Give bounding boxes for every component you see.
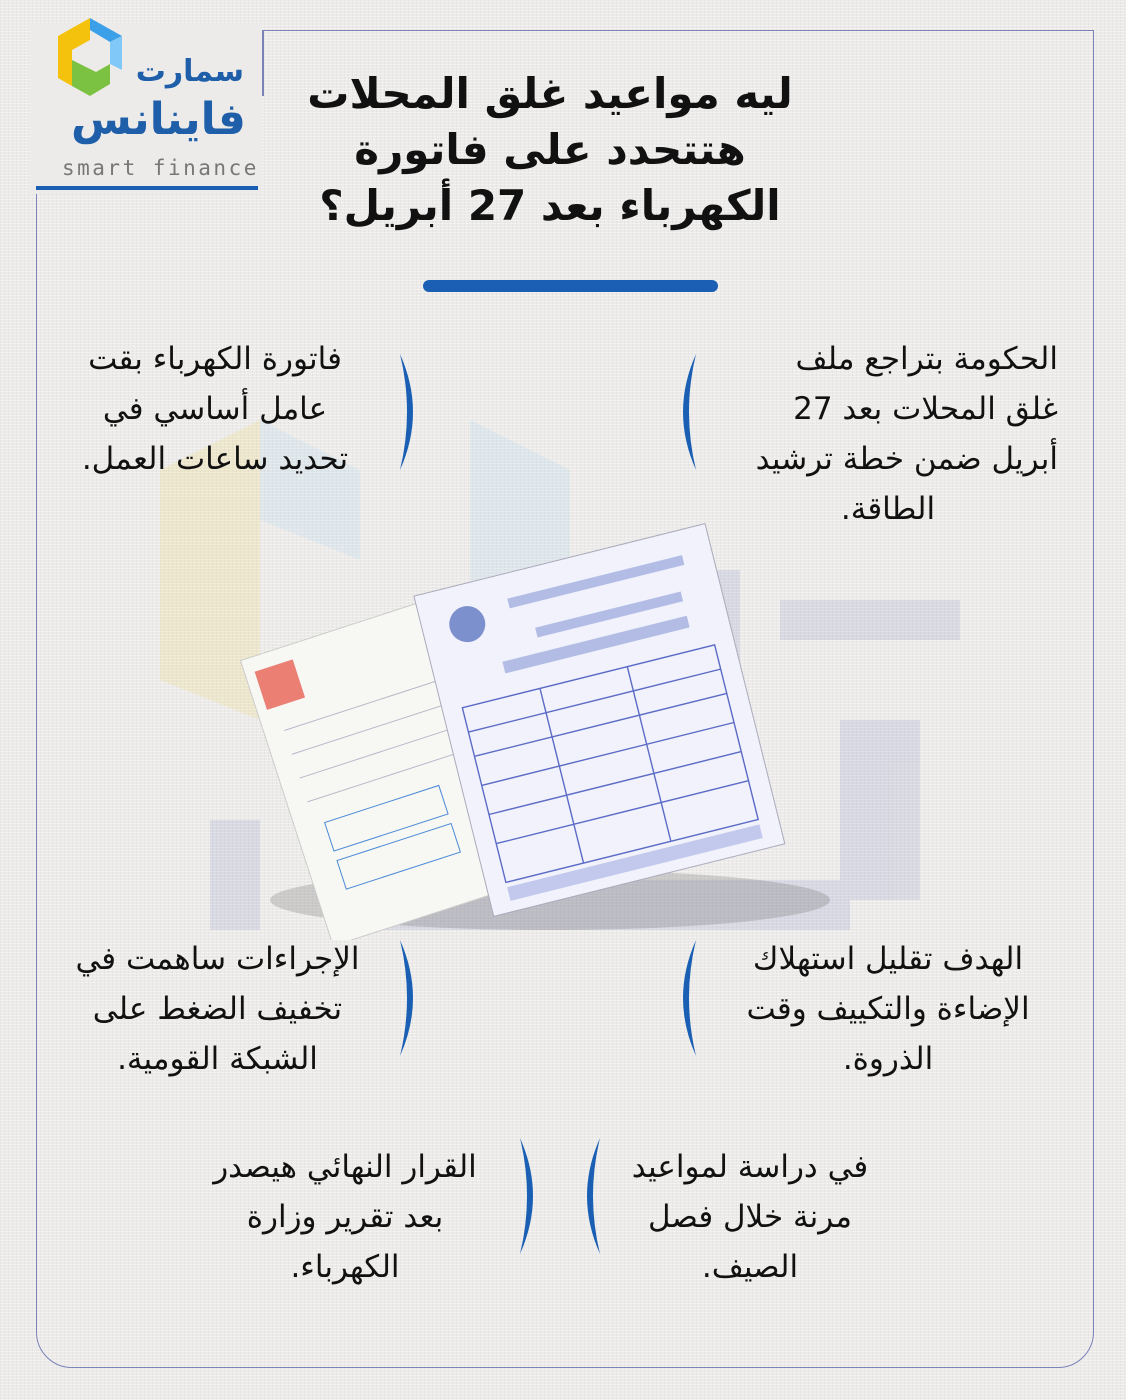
point-1-line-2: غلق المحلات بعد 27 [793, 391, 1058, 427]
point-2 [60, 334, 370, 484]
logo-english: smart finance [62, 156, 259, 180]
electricity-bill-icon [220, 520, 840, 940]
bracket-4-icon [398, 938, 428, 1058]
title-line-1: ليه مواعيد غلق المحلات [307, 69, 793, 118]
bracket-5-icon [572, 1136, 602, 1256]
point-4-line-1: الإجراءات ساهمت في [75, 941, 360, 977]
point-5-line-1: في دراسة لمواعيد [631, 1149, 869, 1185]
point-3 [718, 934, 1058, 1084]
point-6-line-1: القرار النهائي هيصدر [213, 1149, 477, 1185]
point-5 [600, 1142, 900, 1292]
point-4-line-3: الشبكة القومية. [117, 1041, 318, 1077]
logo-underline [36, 186, 258, 190]
point-3-line-3: الذروة. [842, 1041, 934, 1077]
page-title [250, 66, 850, 234]
point-2-line-2: عامل أساسي في [102, 391, 328, 427]
point-1-line-4: الطاقة. [840, 491, 936, 527]
title-underline-bar [423, 280, 718, 292]
bracket-3-icon [668, 938, 698, 1058]
bracket-6-icon [518, 1136, 548, 1256]
title-line-3: الكهرباء بعد 27 أبريل؟ [319, 181, 781, 230]
logo-arabic-finance: فاينانس [70, 94, 246, 145]
point-1-line-1: الحكومة بتراجع ملف [795, 341, 1058, 377]
point-3-line-1: الهدف تقليل استهلاك [752, 941, 1024, 977]
point-4-line-2: تخفيف الضغط على [92, 991, 343, 1027]
point-6-line-3: الكهرباء. [290, 1249, 400, 1285]
point-1 [718, 334, 1058, 534]
brand-logo [50, 10, 260, 185]
point-5-line-3: الصيف. [701, 1249, 799, 1285]
point-6 [180, 1142, 510, 1292]
title-line-2: هتتحدد على فاتورة [354, 125, 746, 174]
point-6-line-2: بعد تقرير وزارة [246, 1199, 444, 1235]
point-1-line-3: أبريل ضمن خطة ترشيد [755, 441, 1058, 477]
bracket-1-icon [668, 352, 698, 472]
point-5-line-2: مرنة خلال فصل [647, 1199, 853, 1235]
logo-arabic-smart: سمارت [135, 54, 244, 89]
point-2-line-3: تحديد ساعات العمل. [81, 441, 349, 477]
bracket-2-icon [398, 352, 428, 472]
point-3-line-2: الإضاءة والتكييف وقت [746, 991, 1030, 1027]
point-4 [55, 934, 380, 1084]
point-2-line-1: فاتورة الكهرباء بقت [88, 341, 342, 377]
